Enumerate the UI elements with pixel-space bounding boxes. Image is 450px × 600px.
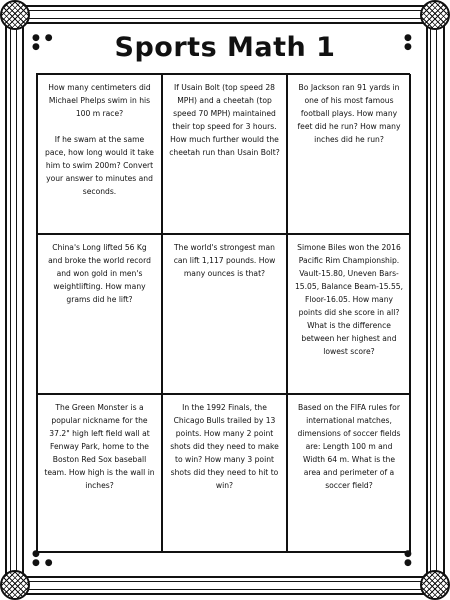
page-border-top [5,5,445,22]
problem-text: How many centimeters did Michael Phelps swim in his 100 m race? [48,83,151,118]
problem-cell [287,234,411,394]
problem-cell [37,74,162,234]
problem-cell [162,74,287,234]
problem-text: Simone Biles won the 2016 Pacific Rim Championship. Vault-15.80, Uneven Bars-15.05, Balance Beam-15.55, Floor-16.05. How many points did she score in all? What is the difference between her highest and lowest score? [294,243,404,356]
corner-ball-icon [0,0,30,30]
dots-decoration-icon: ● ● [404,33,413,52]
problem-cell [287,394,411,553]
problem-cell [37,234,162,394]
problem-text: In the 1992 Finals, the Chicago Bulls trailed by 13 points. How many 2 point shots did they need to make to win? How many 3 point shots did they need to hit to win? [170,403,279,490]
problem-text: The Green Monster is a popular nickname for the 37.2" high left field wall at Fenway Park, home to the Boston Red Sox baseball team. How high is the wall in inches? [44,403,155,490]
corner-ball-icon [420,570,450,600]
corner-ball-icon [0,570,30,600]
problem-text: If Usain Bolt (top speed 28 MPH) and a cheetah (top speed 70 MPH) maintained their top speed for 3 hours. How much further would the cheetah run than Usain Bolt? [169,83,280,157]
problem-text: Based on the FIFA rules for international matches, dimensions of soccer fields are: Length 100 m and Width 64 m. What is the area and perimeter of a soccer field? [297,403,401,490]
problem-text: Bo Jackson ran 91 yards in one of his most famous football plays. How many feet did he run? How many inches did he run? [297,83,401,144]
problem-text: China's Long lifted 56 Kg and broke the world record and won gold in men's weightlifting. How many grams did he lift? [48,243,151,304]
problem-cell [37,394,162,553]
corner-ball-icon [420,0,450,30]
dots-decoration-icon: ● ● ● [32,33,54,52]
page-border-bottom [5,578,445,595]
dots-decoration-icon: ● ● ● [32,549,54,568]
problem-cell [162,234,287,394]
page-title: Sports Math 1 [114,32,336,63]
problem-cell [162,394,287,553]
problem-cell [287,74,411,234]
problem-grid [36,73,410,552]
problem-text: If he swam at the same pace, how long would it take him to swim 200m? Convert your answer to minutes and seconds. [45,135,154,196]
problem-text: The world's strongest man can lift 1,117 pounds. How many ounces is that? [173,243,276,278]
dots-decoration-icon: ● ● [404,549,413,568]
